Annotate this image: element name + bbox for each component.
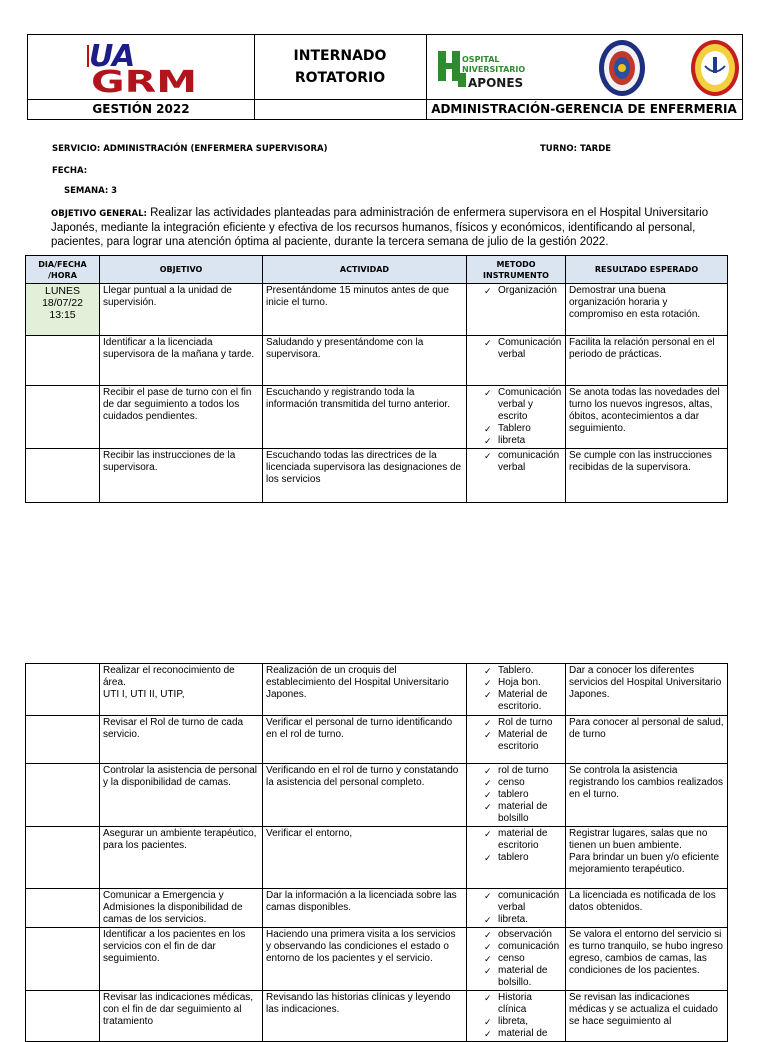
- day-name: LUNES: [44, 285, 80, 297]
- university-seal: [598, 39, 646, 97]
- actividad-cell: Revisando las historias clínicas y leyendo las indicaciones.: [263, 991, 467, 1042]
- nursing-seal: [690, 39, 740, 97]
- objetivo-cell: Comunicar a Emergencia y Admisiones la disponibilidad de camas de los servicios.: [100, 889, 263, 928]
- actividad-cell: Verificando en el rol de turno y constatando la asistencia del personal completo.: [263, 764, 467, 827]
- objetivo-cell: Realizar el reconocimiento de área. UTI I, UTI II, UTIP,: [100, 664, 263, 716]
- servicio-text: SERVICIO: ADMINISTRACIÓN (ENFERMERA SUPERVISORA): [52, 144, 328, 154]
- table-row: [26, 716, 728, 764]
- objetivo-label: OBJETIVO GENERAL:: [51, 209, 147, 219]
- metodo-item: ✓ libreta,: [484, 1016, 562, 1028]
- day-cell: [26, 827, 100, 889]
- metodo-item: ✓ censo: [484, 953, 562, 965]
- actividad-cell: Verificar el entorno,: [263, 827, 467, 889]
- metodo-cell: [467, 889, 566, 928]
- actividad-cell: Realización de un croquis del establecimiento del Hospital Universitario Japones.: [263, 664, 467, 716]
- metodo-item: ✓ Rol de turno: [484, 717, 562, 729]
- metodo-cell: [467, 716, 566, 764]
- objetivo-cell: Revisar las indicaciones médicas, con el fin de dar seguimiento al tratamiento: [100, 991, 263, 1042]
- table-row: [26, 386, 728, 449]
- svg-text:OSPITAL: OSPITAL: [462, 55, 500, 64]
- metodo-item: ✓ Material de escritorio.: [484, 689, 562, 713]
- actividad-cell: Haciendo una primera visita a los servicios y observando las condiciones el estado o entorno de los pacientes y el servicio.: [263, 928, 467, 991]
- resultado-cell: Se revisan las indicaciones médicas y se actualiza el cuidado se hace seguimiento al: [566, 991, 728, 1042]
- col-resultado: RESULTADO ESPERADO: [566, 256, 728, 284]
- metodo-item: ✓ comunicación: [484, 941, 562, 953]
- table-row: [26, 991, 728, 1042]
- table-row: [26, 449, 728, 503]
- title-line-1: INTERNADO: [293, 48, 387, 64]
- metodo-item: ✓ tablero: [484, 852, 562, 864]
- svg-text:GRM: GRM: [91, 65, 197, 95]
- metodo-item: ✓ Historia clínica: [484, 992, 562, 1016]
- hospital-logo: [436, 49, 546, 89]
- table-row: [26, 827, 728, 889]
- svg-text:UA: UA: [89, 41, 136, 74]
- objetivo-cell: Revisar el Rol de turno de cada servicio.: [100, 716, 263, 764]
- actividad-cell: Verificar el personal de turno identificando en el rol de turno.: [263, 716, 467, 764]
- day-cell: [26, 336, 100, 386]
- metodo-item: ✓ material de escritorio: [484, 828, 562, 852]
- table-header-row: [26, 256, 728, 284]
- table-row: [26, 764, 728, 827]
- metodo-cell: [467, 386, 566, 449]
- day-cell: [26, 716, 100, 764]
- objetivo-general: [51, 206, 721, 249]
- resultado-cell: Se controla la asistencia registrando los cambios realizados en el turno.: [566, 764, 728, 827]
- gestion-label: GESTIÓN 2022: [92, 102, 190, 116]
- metodo-item: ✓ comunicación verbal: [484, 450, 562, 474]
- actividad-cell: Dar la información a la licenciada sobre las camas disponibles.: [263, 889, 467, 928]
- resultado-cell: Se anota todas las novedades del turno los nuevos ingresos, altas, óbitos, acontecimientos a dar seguimiento.: [566, 386, 728, 449]
- metodo-cell: [467, 284, 566, 336]
- resultado-cell: Para conocer al personal de salud, de turno: [566, 716, 728, 764]
- objetivo-cell: Recibir el pase de turno con el fin de dar seguimiento a todos los cuidados pendientes.: [100, 386, 263, 449]
- objetivo-cell: Controlar la asistencia de personal y la disponibilidad de camas.: [100, 764, 263, 827]
- svg-text:NIVERSITARIO: NIVERSITARIO: [462, 65, 526, 74]
- metodo-item: ✓ libreta.: [484, 914, 562, 926]
- metodo-item: ✓ material de bolsillo: [484, 801, 562, 825]
- day-cell: [26, 991, 100, 1042]
- uagrm-logo: [83, 41, 213, 95]
- table-row: [26, 336, 728, 386]
- objetivo-text: Realizar las actividades planteadas para administración de enfermera supervisora en el Hospital Universitario Japonés, mediante la integración eficiente y efectiva de los recursos humanos, físicos y económicos, identificando al personal, pacientes, para lograr una atención óptima al paciente, durante la tercera semana de julio de la gestión 2022.: [51, 207, 709, 248]
- table-row: [26, 664, 728, 716]
- resultado-cell: La licenciada es notificada de los datos obtenidos.: [566, 889, 728, 928]
- metodo-item: ✓ Material de escritorio: [484, 729, 562, 753]
- day-cell: [26, 664, 100, 716]
- metodo-cell: [467, 991, 566, 1042]
- metodo-item: ✓ Hoja bon.: [484, 677, 562, 689]
- metodo-cell: [467, 664, 566, 716]
- objetivo-cell: Recibir las instrucciones de la supervisora.: [100, 449, 263, 503]
- col-metodo: METODO INSTRUMENTO: [467, 256, 566, 284]
- semana-text: SEMANA: 3: [64, 186, 118, 196]
- metodo-item: ✓ tablero: [484, 789, 562, 801]
- metodo-cell: [467, 449, 566, 503]
- resultado-cell: Facilita la relación personal en el periodo de prácticas.: [566, 336, 728, 386]
- objetivo-cell: Llegar puntual a la unidad de supervisión.: [100, 284, 263, 336]
- table-row: [26, 928, 728, 991]
- day-cell: [26, 889, 100, 928]
- day-cell: [26, 284, 100, 336]
- objetivo-cell: Asegurar un ambiente terapéutico, para los pacientes.: [100, 827, 263, 889]
- turno-text: TURNO: TARDE: [540, 144, 612, 154]
- resultado-cell: Se cumple con las instrucciones recibidas de la supervisora.: [566, 449, 728, 503]
- metodo-cell: [467, 827, 566, 889]
- metodo-item: ✓ Organización: [484, 285, 562, 297]
- table-row: [26, 284, 728, 336]
- actividad-cell: Presentándome 15 minutos antes de que inicie el turno.: [263, 284, 467, 336]
- metodo-item: ✓ Tablero.: [484, 665, 562, 677]
- metodo-item: ✓ observación: [484, 929, 562, 941]
- col-dia: DIA/FECHA /HORA: [26, 256, 100, 284]
- day-cell: [26, 386, 100, 449]
- resultado-cell: Registrar lugares, salas que no tienen un buen ambiente. Para brindar un buen y/o eficiente mejoramiento terapéutico.: [566, 827, 728, 889]
- metodo-cell: [467, 764, 566, 827]
- actividad-cell: Escuchando y registrando toda la información transmitida del turno anterior.: [263, 386, 467, 449]
- svg-text:APONES: APONES: [468, 76, 524, 89]
- metodo-item: ✓ rol de turno: [484, 765, 562, 777]
- area-label: ADMINISTRACIÓN-GERENCIA DE ENFERMERIA: [431, 102, 737, 116]
- day-time: 13:15: [49, 309, 76, 321]
- metodo-item: ✓ comunicación verbal: [484, 890, 562, 914]
- objetivo-cell: Identificar a la licenciada supervisora de la mañana y tarde.: [100, 336, 263, 386]
- activities-table-1: [25, 255, 728, 503]
- metodo-cell: [467, 336, 566, 386]
- actividad-cell: Saludando y presentándome con la supervisora.: [263, 336, 467, 386]
- day-cell: [26, 449, 100, 503]
- metodo-item: ✓ Tablero: [484, 423, 562, 435]
- activities-table-2: [25, 663, 728, 1042]
- metodo-item: ✓ material de: [484, 1028, 562, 1040]
- actividad-cell: Escuchando todas las directrices de la licenciada supervisora las designaciones de los servicios: [263, 449, 467, 503]
- day-cell: [26, 764, 100, 827]
- document-header: [27, 34, 743, 120]
- metodo-item: ✓ libreta: [484, 435, 562, 447]
- metodo-item: ✓ Comunicación verbal y escrito: [484, 387, 562, 423]
- title-line-2: ROTATORIO: [294, 70, 386, 86]
- fecha-text: FECHA:: [52, 166, 88, 176]
- metodo-item: ✓ material de bolsillo.: [484, 965, 562, 989]
- day-cell: [26, 928, 100, 991]
- resultado-cell: Se valora el entorno del servicio si es turno tranquilo, se hubo ingreso egreso, cambios de camas, las condiciones de los pacientes.: [566, 928, 728, 991]
- metodo-cell: [467, 928, 566, 991]
- page-title: [254, 45, 426, 89]
- header-divider: [28, 99, 742, 100]
- col-objetivo: OBJETIVO: [100, 256, 263, 284]
- metodo-item: ✓ Comunicación verbal: [484, 337, 562, 361]
- resultado-cell: Dar a conocer los diferentes servicios del Hospital Universitario Japones.: [566, 664, 728, 716]
- objetivo-cell: Identificar a los pacientes en los servicios con el fin de dar seguimiento.: [100, 928, 263, 991]
- col-actividad: ACTIVIDAD: [263, 256, 467, 284]
- day-date: 18/07/22: [42, 297, 83, 309]
- metodo-item: ✓ censo: [484, 777, 562, 789]
- table-row: [26, 889, 728, 928]
- resultado-cell: Demostrar una buena organización horaria y compromiso en esta rotación.: [566, 284, 728, 336]
